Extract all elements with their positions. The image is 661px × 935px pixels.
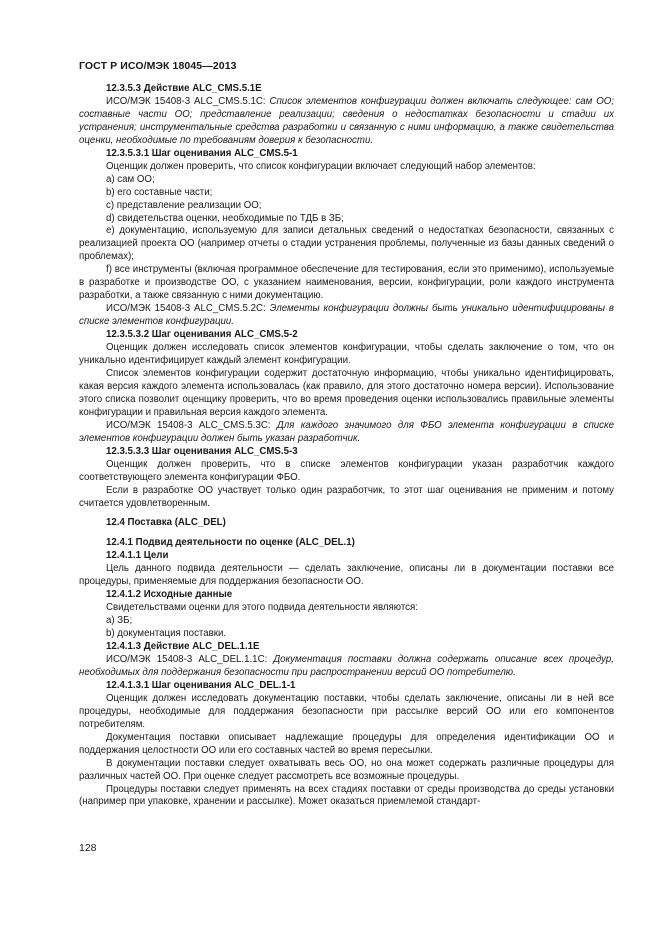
- list-item: c) представление реализации ОО;: [106, 199, 262, 211]
- paragraph: Свидетельствами оценки для этого подвида деятельности являются:: [106, 602, 418, 614]
- requirement-ref: ИСО/МЭК 15408-3 ALC_CMS.5.1C:: [106, 95, 266, 107]
- list-item: f) все инструменты (включая программное обеспечение для тестирования, если это применимо), используемые в разработке и производстве ОО, с указанием наименования, версии, конфигурации, роли каждого инструмента разработки, а также связанную с ними документацию.: [79, 264, 614, 302]
- step-heading-alc-cms-5-2: 12.3.5.3.2 Шаг оценивания ALC_CMS.5-2: [106, 329, 298, 341]
- document-body: [79, 83, 614, 809]
- page-header-standard-id: ГОСТ Р ИСО/МЭК 18045—2013: [79, 60, 237, 72]
- section-heading-12-3-5-3: 12.3.5.3 Действие ALC_CMS.5.1Е: [106, 83, 262, 94]
- section-heading-12-4-1: 12.4.1 Подвид деятельности по оценке (ALC_DEL.1): [106, 537, 355, 549]
- paragraph: Список элементов конфигурации содержит достаточную информацию, чтобы уникально идентифицировать, какая версия каждого элемента использовалась (как правило, для этого достаточно номера версии). Использование этого списка позволит оценщику проверить, что во время проведения оценки использовались правильные элементы конфигурации и правильная версия каждого элемента.: [79, 367, 614, 418]
- step-heading-alc-del-1-1: 12.4.1.3.1 Шаг оценивания ALC_DEL.1-1: [106, 679, 296, 691]
- requirement-ref: ИСО/МЭК 15408-3 ALC_DEL.1.1C:: [106, 653, 268, 665]
- paragraph: Документация поставки описывает надлежащие процедуры для определения идентификации ОО и поддержания целостности ОО или его составных частей во время пересылки.: [79, 731, 614, 756]
- section-heading-12-4-1-3: 12.4.1.3 Действие ALC_DEL.1.1E: [106, 641, 260, 653]
- requirement-ref: ИСО/МЭК 15408-3 ALC_CMS.5.2C:: [106, 303, 266, 315]
- requirement-text: Для каждого значимого для ФБО элемента конфигурации в списке элементов конфигурации должен быть указан разработчик.: [79, 419, 614, 444]
- list-item: e) документацию, используемую для записи детальных сведений о недостатках безопасности, связанных с реализацией проекта ОО (например отчеты о стадии устранения проблемы, полученные из базы данных сведений о проблемах);: [79, 225, 614, 263]
- paragraph: Цель данного подвида деятельности — сделать заключение, описаны ли в документации поставки все процедуры, применяемые для поддержания безопасности ОО.: [79, 563, 614, 588]
- requirement-alc-cms-5-1c: [79, 96, 614, 148]
- page-number: 128: [79, 842, 97, 854]
- paragraph: Процедуры поставки следует применять на всех стадиях поставки от среды производства до среды установки (например при упаковке, хранении и рассылке). Может оказаться приемлемой стандарт-: [79, 783, 614, 808]
- list-item: b) его составные части;: [106, 186, 213, 198]
- requirement-alc-cms-5-2c: [79, 303, 614, 329]
- step-heading-alc-cms-5-3: 12.3.5.3.3 Шаг оценивания ALC_CMS.5-3: [106, 445, 298, 457]
- requirement-text: Элементы конфигурации должны быть уникально идентифицированы в списке элементов конфигурации.: [79, 303, 614, 328]
- requirement-alc-cms-5-3c: [79, 420, 614, 446]
- paragraph: В документации поставки следует охватывать весь ОО, но она может содержать различные процедуры для различных частей ОО. При оценке следует рассмотреть все возможные процедуры.: [79, 757, 614, 782]
- paragraph: Оценщик должен исследовать список элементов конфигурации, чтобы сделать заключение о том, что он уникально идентифицирует каждый элемент конфигурации.: [79, 342, 614, 367]
- requirement-ref: ИСО/МЭК 15408-3 ALC_CMS.5.3C:: [106, 419, 271, 431]
- list-item: a) сам ОО;: [106, 173, 155, 185]
- section-heading-12-4-1-1: 12.4.1.1 Цели: [106, 550, 169, 562]
- list-item: b) документация поставки.: [106, 628, 227, 640]
- requirement-text: Документация поставки должна содержать описание всех процедур, необходимых для поддержания безопасности при распространении версий ОО потребителю.: [79, 653, 614, 678]
- list-item: a) ЗБ;: [106, 615, 133, 627]
- section-heading-12-4-1-2: 12.4.1.2 Исходные данные: [106, 589, 233, 601]
- paragraph: Оценщик должен проверить, что в списке элементов конфигурации указан разработчик каждого соответствующего элемента конфигурации ФБО.: [79, 458, 614, 483]
- step-heading-alc-cms-5-1: 12.3.5.3.1 Шаг оценивания ALC_CMS.5-1: [106, 147, 298, 159]
- section-heading-12-4: 12.4 Поставка (ALC_DEL): [106, 517, 226, 529]
- paragraph: Оценщик должен исследовать документацию поставки, чтобы сделать заключение, описаны ли в ней все процедуры, необходимые для поддержания безопасности при рассылке версий ОО или его компонентов потребителям.: [79, 692, 614, 730]
- paragraph: Оценщик должен проверить, что список конфигурации включает следующий набор элементов:: [106, 160, 536, 172]
- list-item: d) свидетельства оценки, необходимые по ТДБ в ЗБ;: [106, 212, 344, 224]
- paragraph: Если в разработке ОО участвует только один разработчик, то этот шаг оценивания не применим и потому считается удовлетворенным.: [79, 484, 614, 509]
- requirement-alc-del-1-1c: [79, 654, 614, 680]
- requirement-text: Список элементов конфигурации должен включать следующее: сам ОО; составные части ОО; представление реализации; сведения о недостатках безопасности и стадии их устранения; инструментальные средства разработки и связанную с ними информацию, а также свидетельства оценки, необходимые по требованиям доверия к безопасности.: [79, 95, 614, 146]
